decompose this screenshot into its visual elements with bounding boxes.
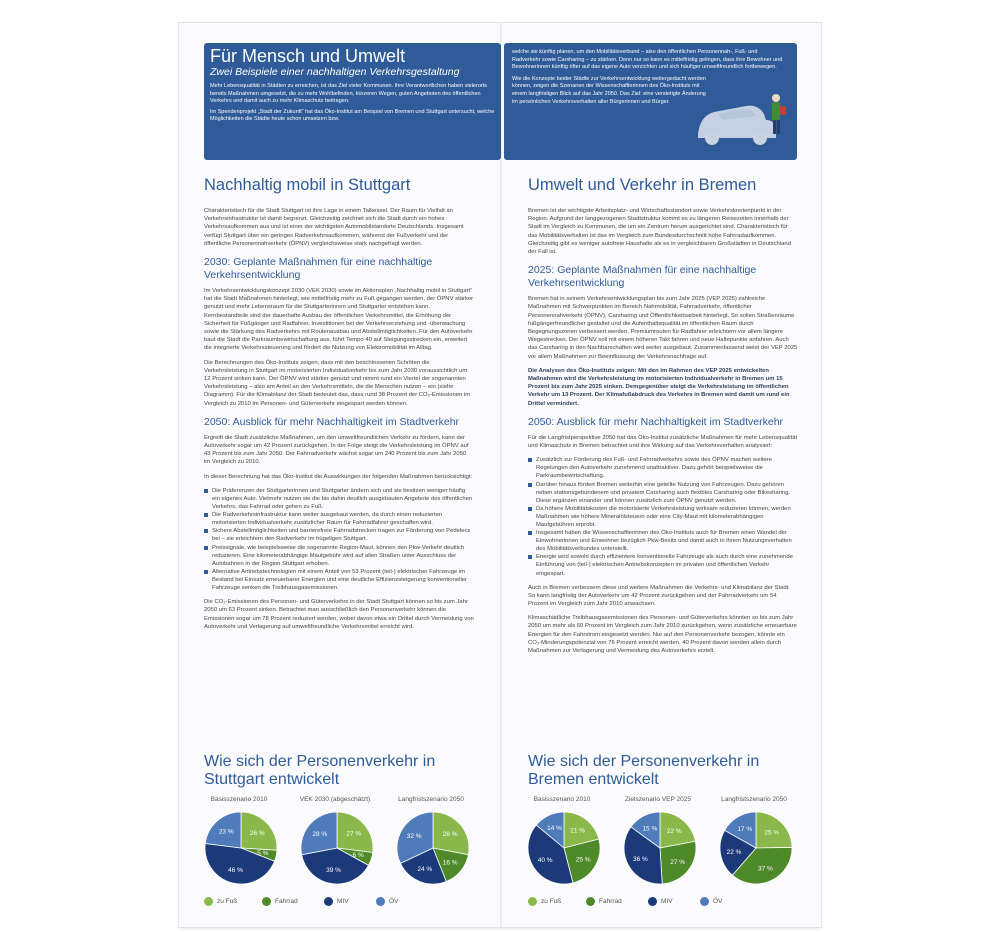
list-item: Preissignale, wie beispielsweise die sogenannte Region-Maut, können den Pkw-Verkehr deutlich reduzieren. Eine kilometerabhängige Mautgebühr wird auf allen Straßen unter Ausschluss der Autobahnen in der Region Stuttgart erhoben. (204, 544, 474, 568)
slice-value-label: 14 % (547, 825, 562, 833)
list-item: Da höhere Mobilitätskosten die motorisierte Verkehrsleistung wirksam reduzieren können, werden Maßnahmen wie höhere Mineralölsteuern oder eine City-Maut mit kilometerabhängigen Mautgebühren erprobt. (528, 505, 798, 529)
measures-list (204, 487, 474, 592)
legend-swatch (262, 897, 271, 906)
bremen-column (528, 175, 798, 661)
pie-chart-block (391, 796, 491, 886)
banner-title: Für Mensch und Umwelt (210, 46, 406, 66)
pie-chart (718, 810, 794, 886)
subheading-2025: 2025: Geplante Maßnahmen für eine nachhaltige Verkehrsentwicklung (528, 264, 757, 290)
bremen-legend (528, 897, 798, 911)
banner-subtitle: Zwei Beispiele einer nachhaltigen Verkehrsgestaltung (210, 66, 460, 78)
paragraph: Klimaschädliche Treibhausgasemissionen des Personen- und Güterverkehrs könnten so bis zum Jahr 2050 um mehr als 60 Prozent im Vergleich zum Jahr 2010 zurückgehen, wenn zusätzliche erneuerbare Energien für den Fahrstrom eingesetzt werden. Nur auf den Personenverkehr bezogen, könnte ein CO₂-Minderungspotenzial von 76 Prozent erreicht werden. 40 Prozent davon werden allein durch Maßnahmen zur Verlagerung und Vermeidung des Autoverkehrs erzielt. (528, 615, 797, 655)
list-item: Energie wird sowohl durch effizientere konventionelle Fahrzeuge als auch durch eine zunehmende Einführung von (teil-) elektrischen Antriebskonzepten im privaten und öffentlichen Verkehr eingespart. (528, 553, 798, 577)
legend-label: Fahrrad (599, 898, 622, 906)
pie-label: Basisszenario 2010 (533, 796, 591, 803)
list-item: Alternative Antriebstechnologien mit einem Anteil von 53 Prozent (teil-) elektrischer Fahrzeuge im Bestand bei Einsatz erneuerbarer Energien und eine deutliche Effizienzsteigerung konventioneller Fahrzeuge senken die Treibhausgasemissionen. (204, 568, 474, 592)
paragraph: In dieser Berechnung hat das Öko-Institut die Auswirkungen der folgenden Maßnahmen berücksichtigt: (204, 473, 473, 480)
legend-label: zu Fuß (217, 898, 238, 906)
banner-paragraph: welche sie künftig planen, um den Mobilitätsverbund – also den öffentlichen Personennah-, Fuß- und Radverkehr sowie Carsharing – zu stärken. Denn nur so kann es mittelfristig gelingen, dass ihre Bewohner und Bewohnerinnen künftig öfter auf das eigene Auto verzichten und sich häufiger umweltfreundlich fortbewegen. (512, 49, 783, 71)
list-item: Sichere Abstellmöglichkeiten und barrierefreie Fahrradstrecken tragen zur Förderung von Pedelecs bei – sie erleichtern den Radverkehr im hügeligen Stuttgart. (204, 527, 474, 543)
legend-swatch (586, 897, 595, 906)
stuttgart-chart-title: Wie sich der Personenverkehr in Stuttgart entwickelt (204, 753, 436, 788)
slice-value-label: 15 % (642, 825, 658, 833)
slice-value-label: 27 % (346, 830, 362, 838)
paragraph: Die Berechnungen des Öko-Instituts zeigen, dass mit den beschlossenen Schritten die Verkehrsleistung in Stuttgart im motorisierten Individualverkehr bis zum Jahr 2030 voraussichtlich um 12 Prozent sinken kann. Der ÖPNV wird stärker genutzt und nimmt rund ein Viertel der sogenannten Verkehrsleistung – also am Anteil an den Verkehrsmitteln, die die Menschen nutzen – ein (siehe Diagramm). Für die Klimabilanz der Stadt bedeutet das, dass rund 38 Prozent der CO₂-Emissionen im Vergleich zu 2010 im Personen- und Güterverkehr eingespart werden können. (204, 359, 471, 407)
legend-item-fahrrad (262, 897, 298, 906)
stuttgart-heading: Nachhaltig mobil in Stuttgart (204, 176, 411, 194)
legend-item-miv (648, 897, 673, 906)
pie-chart (203, 810, 279, 886)
slice-value-label: 17 % (737, 825, 753, 833)
legend-label: Fahrrad (275, 898, 298, 906)
pie-chart (299, 810, 375, 886)
paragraph: Die Analysen des Öko-Instituts zeigen: Mit den im Rahmen des VEP 2025 entwickelten Maßnahmen wird die Verkehrsleistung im motorisierten Individualverkehr in Bremen um 15 Prozent bis zum Jahr 2025 sinken. Demgegenüber steigt die Verkehrsleistung im öffentlichen Verkehr um 13 Prozent. Der Klimafußabdruck des Verkehrs in Bremen wird damit um rund ein Drittel vermindert. (528, 367, 790, 407)
slice-value-label: 25 % (764, 829, 780, 837)
pie-label: Basisszenario 2010 (210, 796, 268, 803)
legend-label: ÖV (713, 898, 723, 906)
paragraph: Die CO₂-Emissionen des Personen- und Güterverkehrs in der Stadt Stuttgart können so bis zum Jahr 2050 um 63 Prozent sinken. Betrachtet man ausschließlich den Personenverkehr können die Emissionen sogar um 78 Prozent reduziert werden, wobei davon etwa ein Drittel durch Vermeidung von Autoverkehr und Verlagerung auf umweltfreundliche Verkehrsmittel erreicht wird. (204, 599, 474, 630)
legend-item-zu-fuss (204, 897, 237, 906)
slice-value-label: 46 % (228, 866, 243, 874)
slice-value-label: 5 % (257, 850, 269, 858)
subheading-2050: 2050: Ausblick für mehr Nachhaltigkeit im Stadtverkehr (528, 415, 784, 428)
pie-chart (395, 810, 471, 886)
pie-label: Zielszenario VEP 2025 (624, 796, 691, 803)
legend-item-miv (324, 897, 349, 906)
slice-value-label: 6 % (352, 852, 364, 860)
list-item: Die Präferenzen der Stuttgarterinnen und Stuttgarter ändern sich und sie besitzen weniger häufig ein eigenes Auto. Vielmehr nutzen sie die bis dahin deutlich ausgebauten Angebote des öffentlichen Verkehrs, das Fahrrad oder gehen zu Fuß. (204, 487, 474, 511)
legend-item-zu-fuss (528, 897, 561, 906)
pie-chart-block (295, 796, 395, 886)
stuttgart-pie-charts (199, 796, 479, 906)
slice-value-label: 32 % (406, 833, 422, 841)
slice-value-label: 24 % (417, 865, 433, 873)
slice-value-label: 21 % (570, 827, 586, 835)
slice-value-label: 37 % (758, 865, 773, 873)
paragraph: Ergreift die Stadt zusätzliche Maßnahmen, um den umweltfreundlichen Verkehr zu fördern, kann der Autoverkehr sogar um 42 Prozent zurückgehen. In der Folge steigt die Verkehrsleistung im ÖPNV auf 43 Prozent bis zum Jahr 2050. Der Fahrradverkehr wächst sogar um 240 Prozent bis zum Jahr 2050 im Vergleich zu 2010. (204, 434, 469, 466)
pie-chart (622, 810, 698, 886)
pie-label: Langfristszenario 2050 (721, 796, 787, 803)
slice-value-label: 28 % (442, 830, 458, 838)
legend-swatch (700, 897, 709, 906)
pie-label: VEK 2030 (abgeschätzt) (299, 796, 371, 803)
slice-value-label: 23 % (218, 828, 234, 836)
slice-value-label: 27 % (670, 858, 686, 866)
legend-swatch (648, 897, 657, 906)
legend-label: zu Fuß (541, 898, 562, 906)
slice-value-label: 36 % (633, 855, 648, 863)
pie-label: Langfristszenario 2050 (398, 796, 464, 803)
slice-value-label: 16 % (442, 859, 458, 867)
paragraph: Im Verkehrsentwicklungskonzept 2030 (VEK 2030) sowie im Aktionsplan „Nachhaltig mobil in Stuttgart“ hat die Stadt Maßnahmen hinterlegt, wie mittelfristig mehr zu Fuß gegangen werden, der ÖPNV stärker genutzt und mehr Lebensraum für die Stuttgarterinnen und Stuttgarter entstehen kann. Kernbestandteile sind der dauerhafte Ausbau der öffentlichen Verkehrsmittel, die Erhöhung der Sicherheit für Fußgänger und Radfahrer, Investitionen bei der Verkehrserziehung und -überwachung sowie die Stärkung des Radverkehrs mit Routenausbau und Abstellmöglichkeiten. Für den Autoverkehr baut die Stadt die Parkraumbewirtschaftung aus, führt Tempo 40 auf Steigungsstrecken ein, erweitert die integrierte Verkehrssteuerung und fördert die Nutzung von Elektromobilität im Alltag. (204, 288, 474, 352)
slice-value-label: 28 % (312, 830, 328, 838)
pie-chart-block (522, 796, 622, 886)
stuttgart-legend (204, 897, 474, 911)
list-item: Darüber hinaus fördert Bremen weiterhin eine geteilte Nutzung von Fahrzeugen. Dazu gehören neben stationsgebundenem und privatem Carsharing auch flexibles Carsharing oder Bikesharing. Diese ergänzen einander und können zusätzlich zum ÖPNV genutzt werden. (528, 481, 798, 505)
list-item: Die Radverkehrsinfrastruktur kann weiter ausgebaut werden, da durch einen reduzierten motorisierten Individualverkehr zusätzlicher Raum für Fahrradfahrer geschaffen wird. (204, 511, 474, 527)
slice-value-label: 25 % (575, 856, 591, 864)
banner-paragraph: Im Spendenprojekt „Stadt der Zukunft“ hat das Öko-Institut am Beispiel von Bremen und Stuttgart untersucht, welche Möglichkeiten die Städte heute schon umsetzen bzw. (210, 108, 495, 123)
slice-value-label: 40 % (537, 857, 553, 865)
legend-swatch (324, 897, 333, 906)
legend-item-oev (700, 897, 722, 906)
paragraph: Für die Langfristperspektive 2050 hat das Öko-Institut zusätzliche Maßnahmen für mehr Lebensqualität und Klimaschutz in Bremen betrachtet und ihre Wirkung auf das Verkehrsverhalten analysiert: (528, 434, 798, 450)
pie-chart-block (618, 796, 718, 886)
stuttgart-column (204, 175, 474, 637)
banner-paragraph: Mehr Lebensqualität in Städten zu erreichen, ist das Ziel vieler Kommunen. Ihre Verantwortlichen haben vielerorts bereits Maßnahmen umgesetzt, die zu mehr Wohlbefinden, kürzeren Wegen, guten Angeboten des öffentlichen Verkehrs und damit auch zu mehr Klimaschutz beitragen. (210, 83, 487, 105)
paragraph: Charakteristisch für die Stadt Stuttgart ist ihre Lage in einem Talkessel. Der Raum für Vielfalt an Verkehrsinfrastruktur ist damit begrenzt. Gleichzeitig zeichnet sich die Stadt durch ein hohes Verkehrsaufkommen aus und ist einer der wichtigsten Automobilstandorte Deutschlands. Insgesamt verfügt Stuttgart über ein geringes Radverkehrsaufkommen, während der Fußverkehr und der öffentliche Personennahverkehr (ÖPNV) vergleichsweise stark nachgefragt werden. (204, 208, 464, 247)
paragraph: Bremen ist der wichtigste Arbeitsplatz- und Wirtschaftsstandort sowie Verkehrsknotenpunkt in der Region. Aufgrund der langgezogenen Stadtstruktur kommt es zu längeren Reisezeiten innerhalb der Stadt im Vergleich zu Kommunen, die um ein Zentrum herum ausgerichtet sind. Charakteristisch für das Mobilitätsverhalten ist das im Vergleich zum Bundesdurchschnitt hohe Fahrradaufkommen. Gleichzeitig gibt es weniger autofreie Haushalte als es in vergleichbaren Großstädten in Deutschland der Fall ist. (528, 208, 791, 256)
slice-value-label: 22 % (666, 828, 682, 836)
legend-swatch (376, 897, 385, 906)
pie-chart-block (714, 796, 814, 886)
slice-value-label: 22 % (726, 848, 742, 856)
brochure-sheet (178, 22, 822, 928)
bremen-heading: Umwelt und Verkehr in Bremen (528, 176, 757, 194)
intro-banner-left (204, 43, 501, 160)
paragraph: Auch in Bremen verbessern diese und weitere Maßnahmen die Verkehrs- und Klimabilanz der Stadt. So kann langfristig der Autoverkehr um 42 Prozent zurückgehen und der Fahrradverkehr um 54 Prozent im Vergleich zum Jahr 2010 anwachsen. (528, 584, 790, 608)
bremen-chart-title: Wie sich der Personenverkehr in Bremen entwickelt (528, 753, 760, 788)
legend-swatch (528, 897, 537, 906)
legend-item-oev (376, 897, 398, 906)
intro-banner-right (504, 43, 797, 160)
paragraph: Bremen hat in seinem Verkehrsentwicklungsplan bis zum Jahr 2025 (VEP 2025) zahlreiche Maßnahmen mit Schwerpunkten im Bereich Nahmobilität, Fahrradverkehr, öffentlicher Personennahverkehr (ÖPNV), Carsharing und Öffentlichkeitsarbeit hinterlegt. So sollen Straßenräume fußgängerfreundlicher gestaltet und die Aufenthaltsqualität im öffentlichen Raum durch Begegnungszonen verbessert werden. Premiumrouten für Radfahrer erleichtern vor allem längere Wegestrecken. Der ÖPNV soll mit einem höheren Takt fahren und neue Haltepunkte anfahren. Auch das Carsharing in den Nachbarschaften wird weiter ausgebaut. Zusammenfassend weist der VEP 2025 vor allem Maßnahmen zur Beeinflussung der Verkehrsnachfrage auf. (528, 296, 798, 360)
subheading-2050: 2050: Ausblick für mehr Nachhaltigkeit im Stadtverkehr (204, 415, 460, 428)
banner-paragraph: Wie die Konzepte beider Städte zur Verkehrsentwicklung weitergedacht werden können, zeigen die Szenarien der Wissenschaftlerinnen des Öko-Instituts mit einem langfristigen Blick auf das Jahr 2050. Das Ziel: eine verstetigte Änderung im persönlichen Verkehrsverhalten aller Bürgerinnen und Bürger. (512, 75, 706, 105)
car-illustration-icon (694, 86, 789, 154)
slice-value-label: 39 % (326, 867, 341, 875)
list-item: Insgesamt haben die Wissenschaftlerinnen des Öko-Instituts auch für Bremen einen Wandel der Einwohnerinnen und Einwohner bezüglich Pkw-Besitz und damit auch in ihrem Nutzungsverhalten des Mobilitätsverbundes unterstellt. (528, 529, 798, 553)
subheading-2030: 2030: Geplante Maßnahmen für eine nachhaltige Verkehrsentwicklung (204, 256, 433, 282)
list-item: Zusätzlich zur Förderung des Fuß- und Fahrradverkehrs sowie des ÖPNV machen weitere Regelungen den Autoverkehr zunehmend unattraktiver. Dazu gehört beispielsweise die Parkraumbewirtschaftung. (528, 456, 798, 480)
measures-list (528, 456, 798, 577)
pie-chart (526, 810, 602, 886)
legend-label: MIV (337, 898, 349, 906)
legend-label: ÖV (389, 898, 399, 906)
legend-swatch (204, 897, 213, 906)
bremen-pie-charts (522, 796, 802, 906)
pie-chart-block (199, 796, 299, 886)
legend-item-fahrrad (586, 897, 622, 906)
slice-value-label: 26 % (249, 829, 265, 837)
legend-label: MIV (661, 898, 673, 906)
